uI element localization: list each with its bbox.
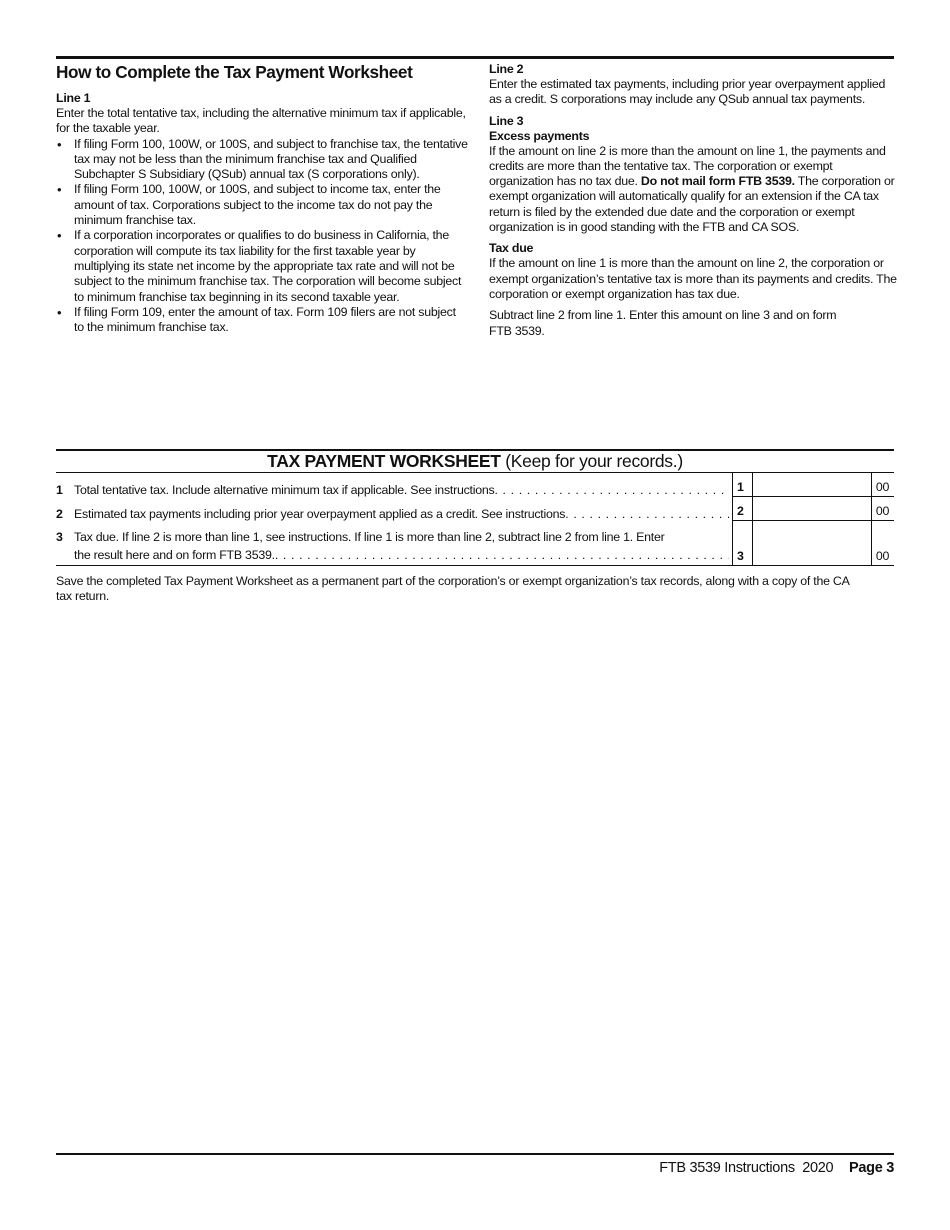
form-name: FTB 3539 Instructions [659, 1160, 795, 1176]
excess-payments-text [489, 144, 897, 236]
bullet-item: • If filing Form 100, 100W, or 100S, and subject to income tax, enter the amount of tax. Corporations subject to the income tax do not pay the minimum franchise tax. [56, 182, 468, 228]
table-bottom-line [56, 565, 894, 566]
page-number: Page 3 [849, 1160, 894, 1176]
line1-bullets [56, 137, 468, 336]
line2-heading: Line 2 [489, 62, 524, 76]
section-title: How to Complete the Tax Payment Worksheet [56, 62, 413, 82]
line3-amount-input[interactable] [754, 543, 872, 565]
leader-dots [275, 548, 729, 563]
right-column [489, 62, 897, 339]
row2-bottom-line [732, 520, 894, 521]
tax-due-text: If the amount on line 1 is more than the amount on line 2, the corporation or exempt organization’s tentative tax is more than its payments and credits. The corporation or exempt organization has tax due. [489, 256, 897, 301]
line2-amount-input[interactable] [754, 498, 872, 520]
excess-payments-heading: Excess payments [489, 128, 590, 143]
row-text [74, 483, 729, 498]
row1-bottom-line [732, 496, 894, 497]
tax-due-heading: Tax due [489, 241, 534, 256]
worksheet-top-line [56, 472, 894, 473]
line-number-box: 1 [737, 480, 744, 494]
row-number: 2 [56, 507, 63, 521]
line1-text: Enter the total tentative tax, including the alternative minimum tax if applicable, for the taxable year. [56, 106, 466, 136]
amount-divider [752, 472, 753, 566]
worksheet-title [56, 451, 894, 472]
page-footer [659, 1159, 894, 1177]
line3-heading: Line 3 [489, 113, 524, 128]
worksheet-title-note: (Keep for your records.) [505, 451, 683, 471]
leader-dots [494, 483, 729, 498]
worksheet-table [56, 472, 894, 566]
bullet-item: • If filing Form 109, enter the amount of tax. Form 109 filers are not subject to the minimum franchise tax. [56, 305, 468, 336]
do-not-mail-notice: Do not mail form FTB 3539. [640, 174, 795, 189]
footer-rule [56, 1153, 894, 1155]
worksheet-title-bold: TAX PAYMENT WORKSHEET [267, 451, 501, 471]
row-label: Estimated tax payments including prior year overpayment applied as a credit. See instructions [74, 507, 566, 521]
cents-value: 00 [875, 504, 890, 518]
row-label: the result here and on form FTB 3539. [74, 548, 275, 562]
row-number: 1 [56, 483, 63, 497]
cents-value: 00 [875, 480, 890, 494]
row-text-line-a: Tax due. If line 2 is more than line 1, see instructions. If line 1 is more than line 2, subtract line 2 from line 1. Enter [74, 530, 665, 544]
line1-amount-input[interactable] [754, 474, 872, 496]
line1-heading: Line 1 [56, 91, 91, 105]
subtract-instruction: Subtract line 2 from line 1. Enter this amount on line 3 and on form FTB 3539. [489, 308, 837, 338]
line-number-box: 3 [737, 549, 744, 563]
bullet-item: • If a corporation incorporates or qualifies to do business in California, the corporation will compute its tax liability for the first taxable year by multiplying its state net income by the appropriate tax rate and will not be subject to the minimum franchise tax. The corporation will become subject to minimum franchise tax beginning in its second taxable year. [56, 228, 468, 304]
row-text [74, 548, 729, 563]
cents-value: 00 [875, 549, 890, 563]
row-number: 3 [56, 530, 63, 544]
form-year: 2020 [802, 1160, 834, 1176]
excess-text-b: The corporation or exempt organization will automatically qualify for an extension if the CA tax return is filed by the extended due date and the corporation or exempt organization is in good standing with the FTB and CA SOS. [489, 174, 895, 235]
line-number-box: 2 [737, 504, 744, 518]
top-rule [56, 56, 894, 59]
left-column [56, 62, 468, 335]
line2-text: Enter the estimated tax payments, including prior year overpayment applied as a credit. S corporations may include any QSub annual tax payments. [489, 77, 886, 107]
worksheet-footnote: Save the completed Tax Payment Worksheet as a permanent part of the corporation’s or exempt organization’s tax records, along with a copy of the CA tax return. [56, 574, 849, 604]
leader-dots [565, 507, 729, 522]
row-text [74, 507, 729, 522]
row-label: Total tentative tax. Include alternative minimum tax if applicable. See instructions [74, 483, 495, 497]
excess-text-a: If the amount on line 2 is more than the amount on line 1, the payments and credits are more than the tentative tax. The corporation or exempt organization has no tax due. [489, 143, 886, 189]
bullet-item: • If filing Form 100, 100W, or 100S, and subject to franchise tax, the tentative tax may not be less than the minimum franchise tax and Qualified Subchapter S Subsidiary (QSub) annual tax (S corporations only). [56, 137, 468, 183]
